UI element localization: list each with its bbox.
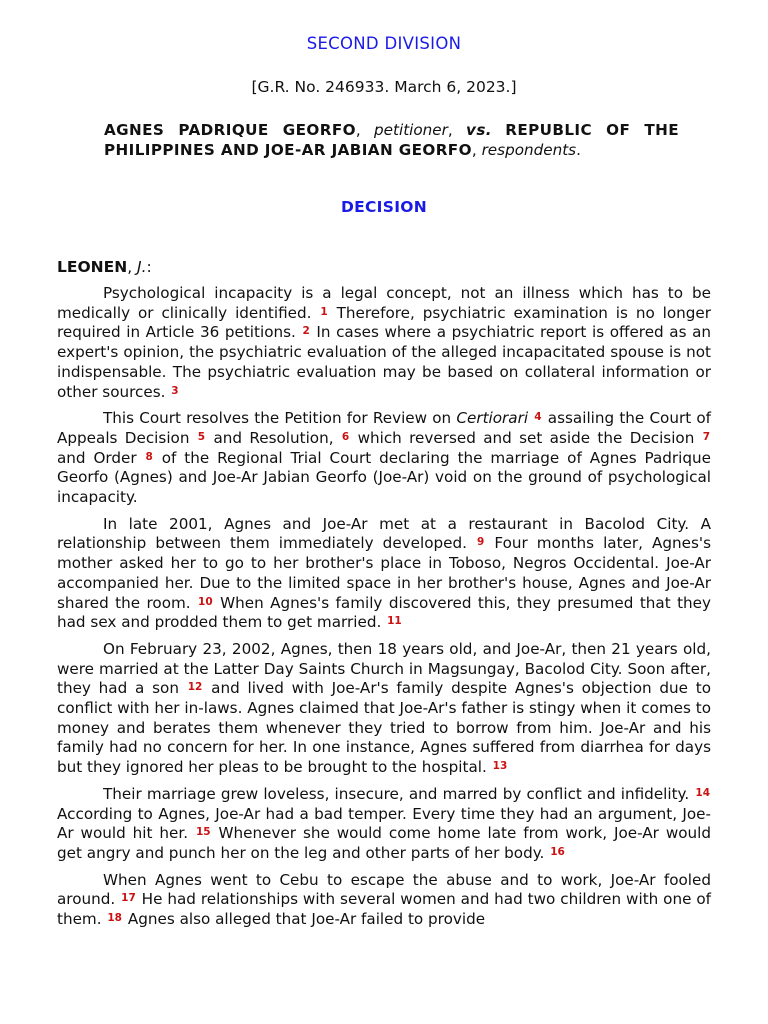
paragraph-6: When Agnes went to Cebu to escape the abuse and to work, Joe-Ar fooled around. 17 He had relationships with several women and had two children with one of them. 18 Agnes also alleged that Joe-Ar failed to provide [57,870,711,929]
petitioner-role: petitioner [374,121,448,139]
footnote-link[interactable]: 16 [550,845,565,858]
footnote-link[interactable]: 1 [320,305,328,318]
ponente-title: J. [137,258,147,276]
decision-body [57,284,711,937]
decision-title: DECISION [340,198,428,216]
footnote-link[interactable]: 11 [387,615,402,628]
respondent-role: respondents [481,140,577,159]
paragraph-4: On February 23, 2002, Agnes, then 18 years old, and Joe-Ar, then 21 years old, were married at the Latter Day Saints Church in Magsungay, Bacolod City. Soon after, they had a son 12 and lived with Joe-Ar's family despite Agnes's objection due to conflict with her in-laws. Agnes claimed that Joe-Ar's father is stingy when it comes to money and berates them whenever they tried to borrow from him. Joe-Ar and his family had no concern for her. In one instance, Agnes suffered from diarrhea for days but they ignored her pleas to be brought to the hospital. 13 [57,639,712,777]
footnote-link[interactable]: 4 [534,411,542,424]
footnote-link[interactable]: 17 [121,892,136,905]
footnote-link[interactable]: 13 [492,760,508,773]
footnote-link[interactable]: 10 [198,595,213,608]
paragraph-3: In late 2001, Agnes and Joe-Ar met at a restaurant in Bacolod City. A relationship between them immediately developed. 9 Four months later, Agnes's mother asked her to go to her brother's place in Toboso, Negros Occidental. Joe-Ar accompanied her. Due to the limited space in her brother's house, Agnes and Joe-Ar shared the room. 10 When Agnes's family discovered this, they presumed that they had sex and prodded them to get married. 11 [57,514,712,632]
footnote-link[interactable]: 12 [187,681,203,694]
footnote-link[interactable]: 8 [145,450,153,463]
respondent-names: REPUBLIC OF THE PHILIPPINES AND JOE-AR JABIAN GEORFO [104,121,680,159]
footnote-link[interactable]: 18 [107,912,122,925]
footnote-link[interactable]: 7 [702,430,711,443]
footnote-link[interactable]: 2 [302,325,310,338]
versus-label: vs. [466,121,492,139]
paragraph-5: Their marriage grew loveless, insecure, and marred by conflict and infidelity. 14 According to Agnes, Joe-Ar had a bad temper. Every time they had an argument, Joe-Ar would hit her. 15 Whenever she would come home late from work, Joe-Ar would get angry and punch her on the leg and other parts of her body. 16 [57,784,712,862]
paragraph-2: This Court resolves the Petition for Review on Certiorari 4 assailing the Court of Appeals Decision 5 and Resolution, 6 which reversed and set aside the Decision 7 and Order 8 of the Regional Trial Court declaring the marriage of Agnes Padrique Georfo (Agnes) and Joe-Ar Jabian Georfo (Joe-Ar) void on the ground of psychological incapacity. [57,409,712,507]
footnote-link[interactable]: 15 [195,826,211,839]
footnote-link[interactable]: 6 [341,430,350,443]
ponente: LEONEN, J.: [57,258,152,276]
footnote-link[interactable]: 3 [171,384,179,397]
ponente-name: LEONEN [57,258,128,276]
case-number: [G.R. No. 246933. March 6, 2023.] [251,78,517,96]
paragraph-1: Psychological incapacity is a legal concept, not an illness which has to be medically or clinically identified. 1 Therefore, psychiatric examination is no longer required in Article 36 petitions. 2 In cases where a psychiatric report is offered as an expert's opinion, the psychiatric evaluation of the alleged incapacitated spouse is not indispensable. The psychiatric evaluation may be based on collateral information or other sources. 3 [57,284,712,401]
footnote-link[interactable]: 14 [695,786,711,799]
case-parties: AGNES PADRIQUE GEORFO, petitioner, vs. REPUBLIC OF THE PHILIPPINES AND JOE-AR JABIAN GEORFO, respondents. [104,121,680,159]
division-heading: SECOND DIVISION [306,34,462,53]
footnote-link[interactable]: 5 [197,430,206,443]
footnote-link[interactable]: 9 [477,536,485,549]
petitioner-name: AGNES PADRIQUE GEORFO [104,121,356,139]
